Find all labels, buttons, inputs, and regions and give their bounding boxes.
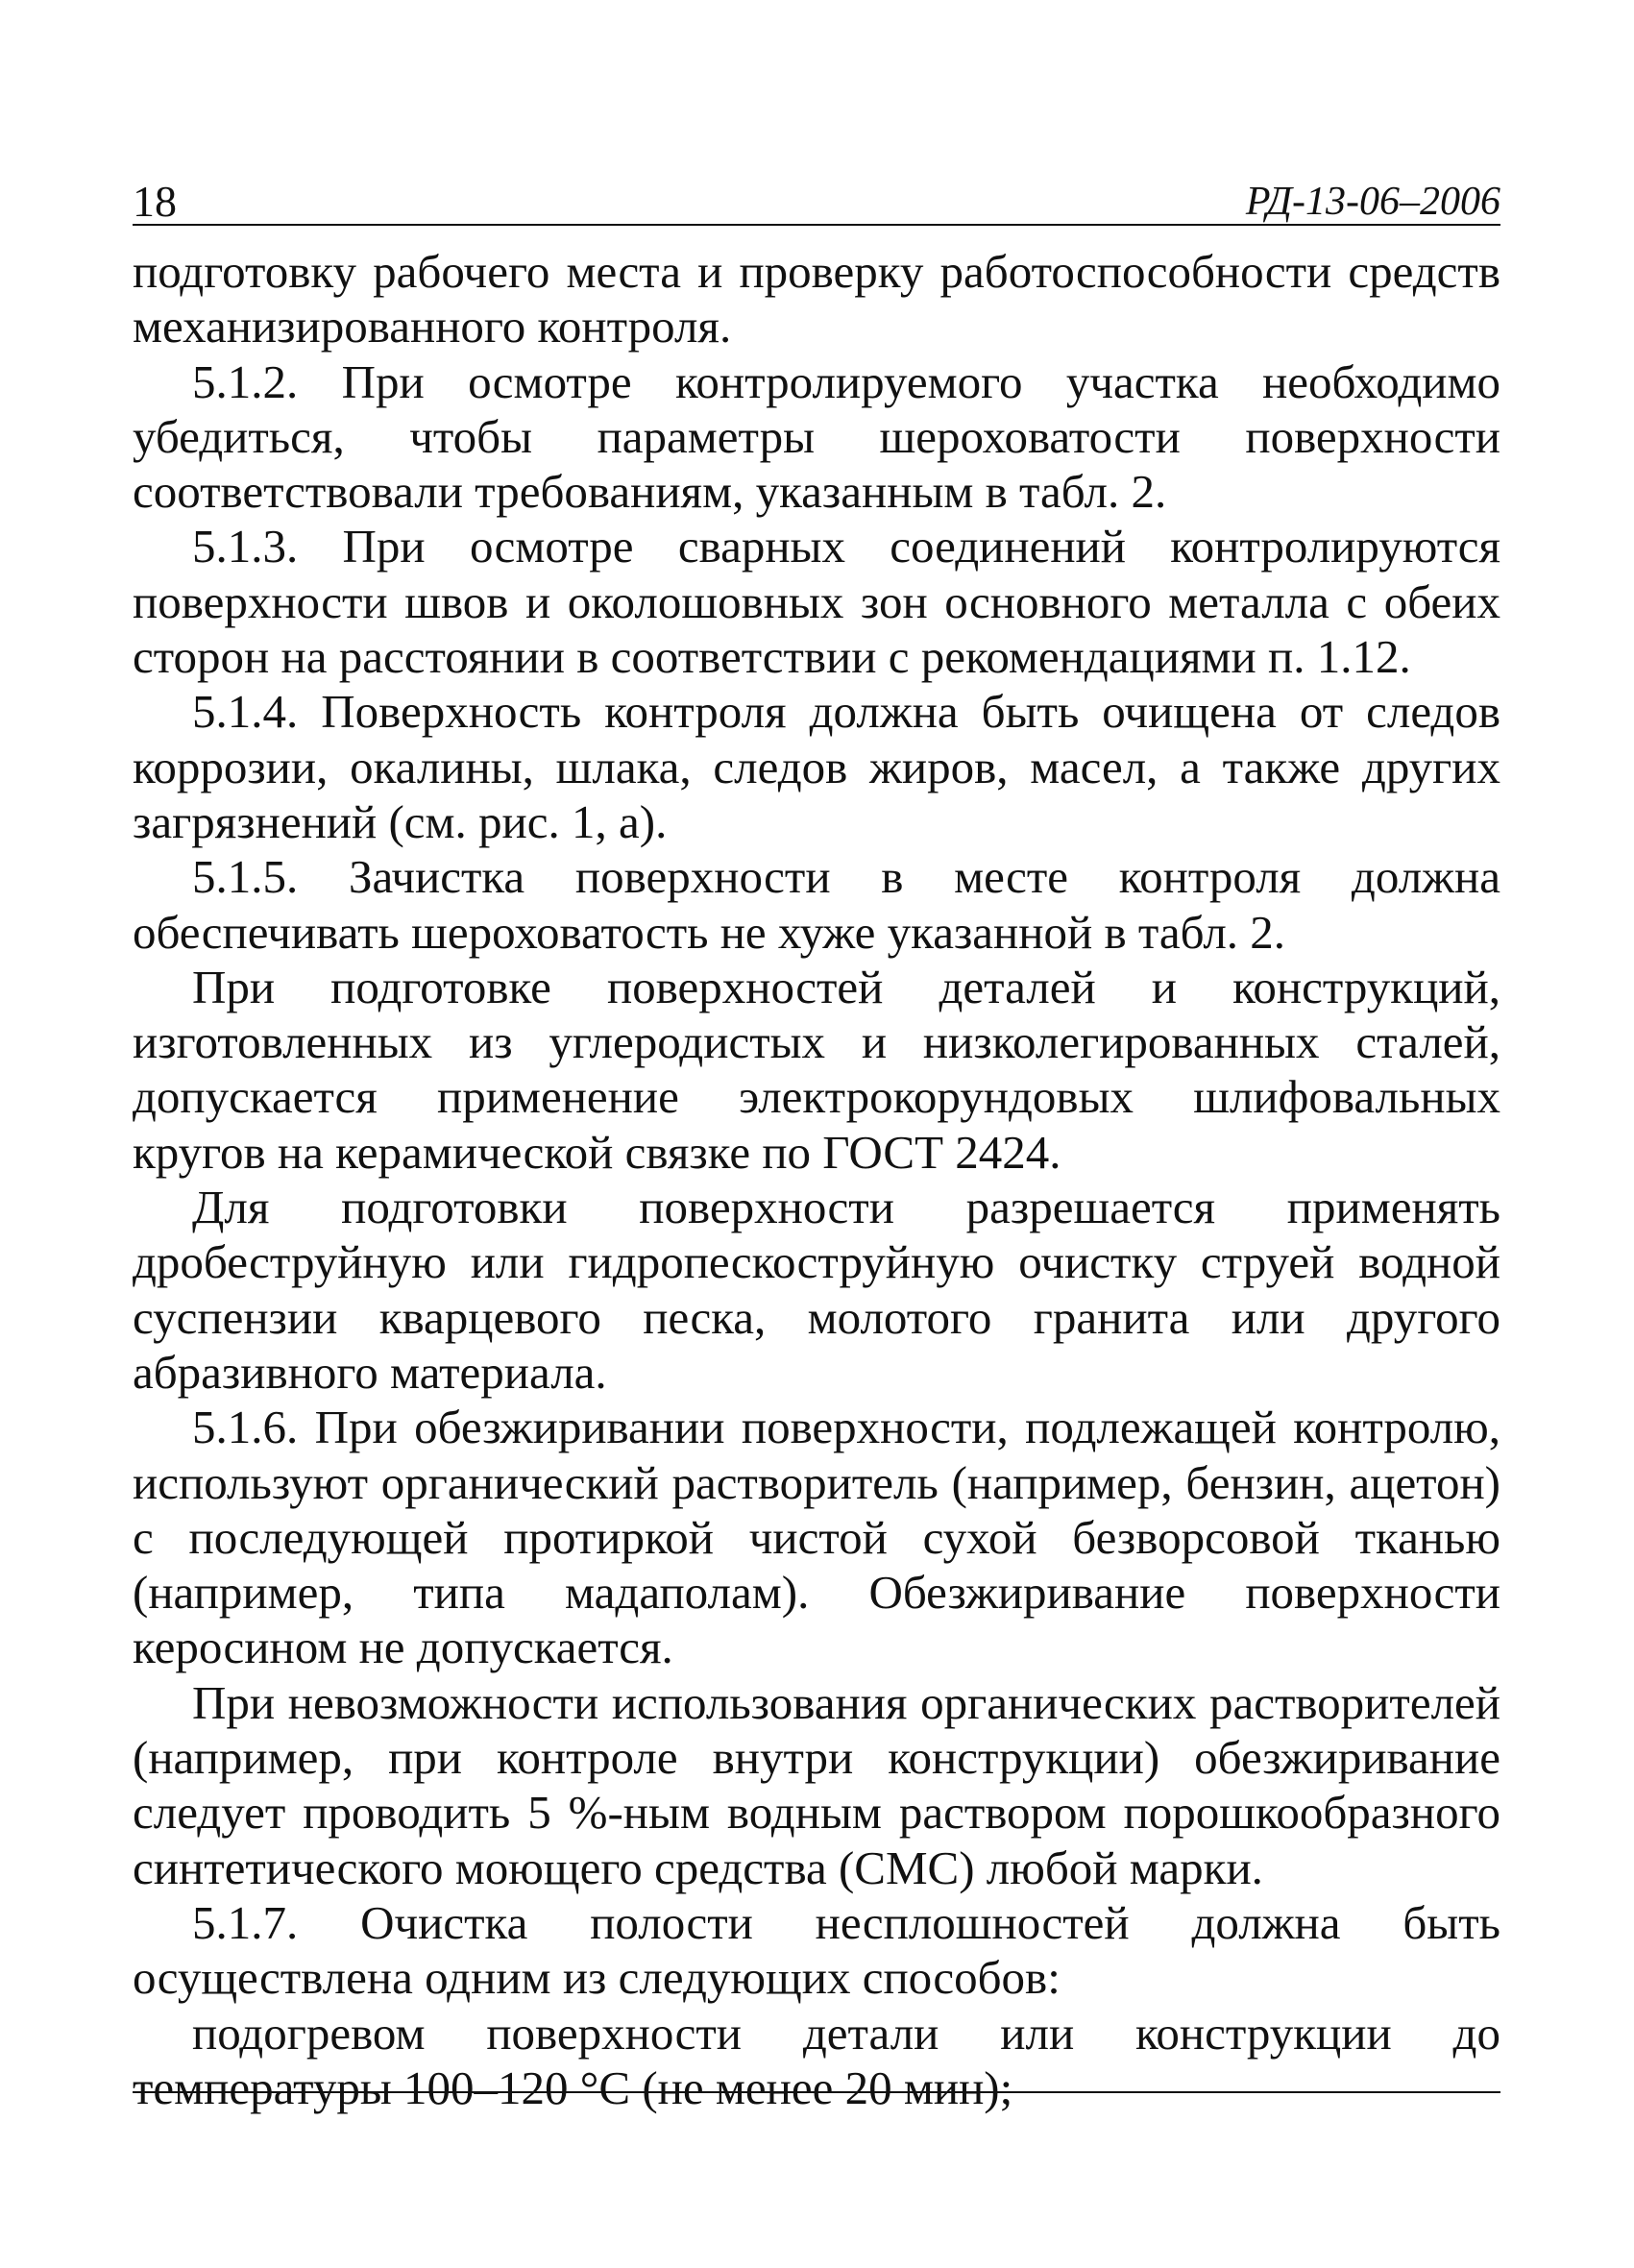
page-header — [133, 179, 1500, 225]
paragraph-continuation: подготовку рабочего места и проверку работоспособности средств механизированного контроля. — [133, 245, 1500, 354]
paragraph-shot-blasting: Для подготовки поверхности разрешается применять дробеструйную или гидропескоструйную очистку струей водной суспензии кварцевого песка, молотого гранита или другого абразивного материала. — [133, 1181, 1500, 1399]
document-code: РД-13-06–2006 — [1245, 180, 1500, 224]
paragraph-detergent: При невозможности использования органических растворителей (например, при контроле внутри конструкции) обезжиривание следует проводить 5 %-ным водным раствором порошкообразного синтетического моющего средства (СМС) любой марки. — [133, 1675, 1500, 1894]
page-number: 18 — [133, 177, 177, 226]
paragraph-heating: подогревом поверхности детали или конструкции до температуры 100–120 °С (не менее 20 мин); — [133, 2006, 1500, 2114]
body-text — [133, 244, 1500, 2115]
footer-rule — [133, 2091, 1500, 2093]
paragraph-5-1-6: 5.1.6. При обезжиривании поверхности, подлежащей контролю, используют органический растворитель (например, бензин, ацетон) с последующей протиркой чистой сухой безворсовой тканью (например, типа мадаполам). Обезжиривание поверхности керосином не допускается. — [133, 1401, 1500, 1674]
paragraph-5-1-3: 5.1.3. При осмотре сварных соединений контролируются поверхности швов и околошовных зон основного металла с обеих сторон на расстоянии в соответствии с рекомендациями п. 1.12. — [133, 520, 1500, 684]
paragraph-5-1-2: 5.1.2. При осмотре контролируемого участка необходимо убедиться, чтобы параметры шероховатости поверхности соответствовали требованиям, указанным в табл. 2. — [133, 354, 1500, 519]
header-rule — [133, 224, 1500, 226]
paragraph-5-1-5: 5.1.5. Зачистка поверхности в месте контроля должна обеспечивать шероховатость не хуже указанной в табл. 2. — [133, 850, 1500, 959]
paragraph-5-1-4: 5.1.4. Поверхность контроля должна быть очищена от следов коррозии, окалины, шлака, следов жиров, масел, а также других загрязнений (см. рис. 1, а). — [133, 685, 1500, 848]
paragraph-abrasive-wheels: При подготовке поверхностей деталей и конструкций, изготовленных из углеродистых и низколегированных сталей, допускается применение электрокорундовых шлифовальных кругов на керамической связке по ГОСТ 2424. — [133, 960, 1500, 1179]
paragraph-5-1-7: 5.1.7. Очистка полости несплошностей должна быть осуществлена одним из следующих способов: — [133, 1895, 1500, 2005]
